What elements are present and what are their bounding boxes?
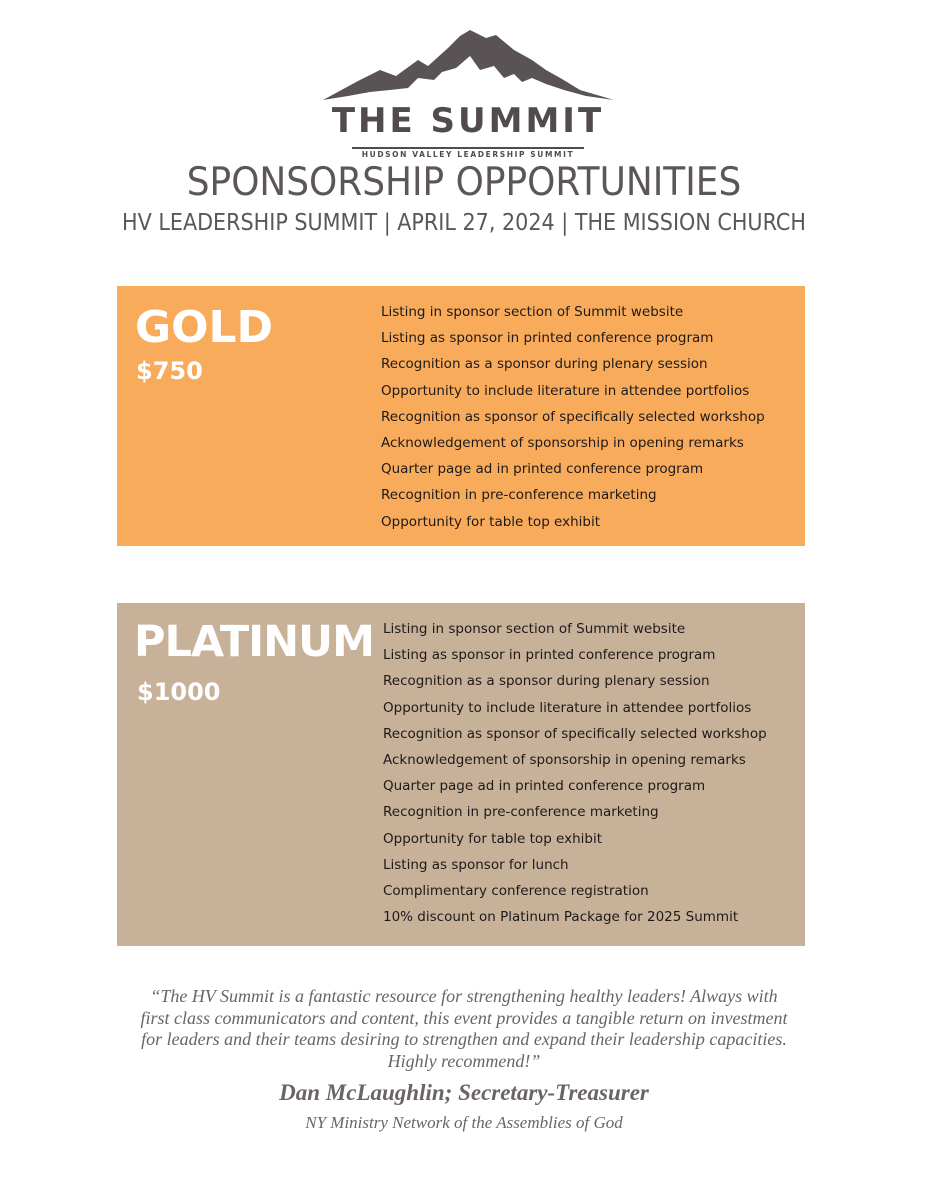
logo-divider (352, 147, 584, 149)
benefit-item: Opportunity for table top exhibit (383, 830, 603, 847)
platinum-tier-panel (117, 603, 805, 946)
summit-logo (318, 26, 618, 159)
benefit-item: 10% discount on Platinum Package for 2025 Summit (383, 909, 739, 926)
benefit-item: Recognition as a sponsor during plenary session (381, 356, 708, 373)
page-title: SPONSORSHIP OPPORTUNITIES (186, 160, 742, 205)
benefit-item: Listing in sponsor section of Summit website (383, 621, 686, 637)
tier-name: GOLD (135, 302, 274, 353)
benefit-item: Recognition in pre-conference marketing (383, 804, 659, 821)
benefit-item: Opportunity to include literature in attendee portfolios (381, 382, 750, 399)
benefit-item: Listing in sponsor section of Summit website (381, 304, 684, 320)
benefit-list (381, 299, 765, 535)
benefit-item: Quarter page ad in printed conference program (381, 461, 704, 478)
tier-name: PLATINUM (134, 617, 374, 667)
benefit-item: Opportunity for table top exhibit (381, 513, 601, 530)
gold-tier-panel (117, 286, 805, 546)
benefit-item: Recognition as sponsor of specifically selected workshop (381, 408, 765, 425)
benefit-item: Quarter page ad in printed conference program (383, 778, 706, 795)
tier-price: $750 (136, 357, 203, 385)
testimonial-organization: NY Ministry Network of the Assemblies of God (305, 1113, 623, 1132)
event-details: HV LEADERSHIP SUMMIT | APRIL 27, 2024 | THE MISSION CHURCH (122, 210, 806, 236)
testimonial-quote: “The HV Summit is a fantastic resource for strengthening healthy leaders! Always with first class communicators and content, this event provides a tangible return on investment for leaders and their teams desiring to strengthen and expand their leadership capacities. Highly recommend!” (140, 986, 788, 1071)
benefit-item: Recognition as sponsor of specifically selected workshop (383, 725, 767, 742)
benefit-item: Listing as sponsor in printed conference program (381, 330, 714, 347)
tier-price: $1000 (137, 678, 221, 706)
benefit-item: Listing as sponsor for lunch (383, 856, 569, 873)
benefit-item: Recognition in pre-conference marketing (381, 487, 657, 504)
benefit-list (383, 616, 767, 930)
testimonial-author: Dan McLaughlin; Secretary-Treasurer (279, 1080, 649, 1105)
benefit-item: Opportunity to include literature in attendee portfolios (383, 699, 752, 716)
logo-title: THE SUMMIT (331, 101, 605, 141)
logo-subtitle: HUDSON VALLEY LEADERSHIP SUMMIT (361, 150, 575, 159)
benefit-item: Acknowledgement of sponsorship in opening remarks (383, 751, 746, 768)
benefit-item: Complimentary conference registration (383, 882, 649, 899)
benefit-item: Recognition as a sponsor during plenary session (383, 673, 710, 690)
benefit-item: Listing as sponsor in printed conference program (383, 647, 716, 664)
benefit-item: Acknowledgement of sponsorship in opening remarks (381, 434, 744, 451)
